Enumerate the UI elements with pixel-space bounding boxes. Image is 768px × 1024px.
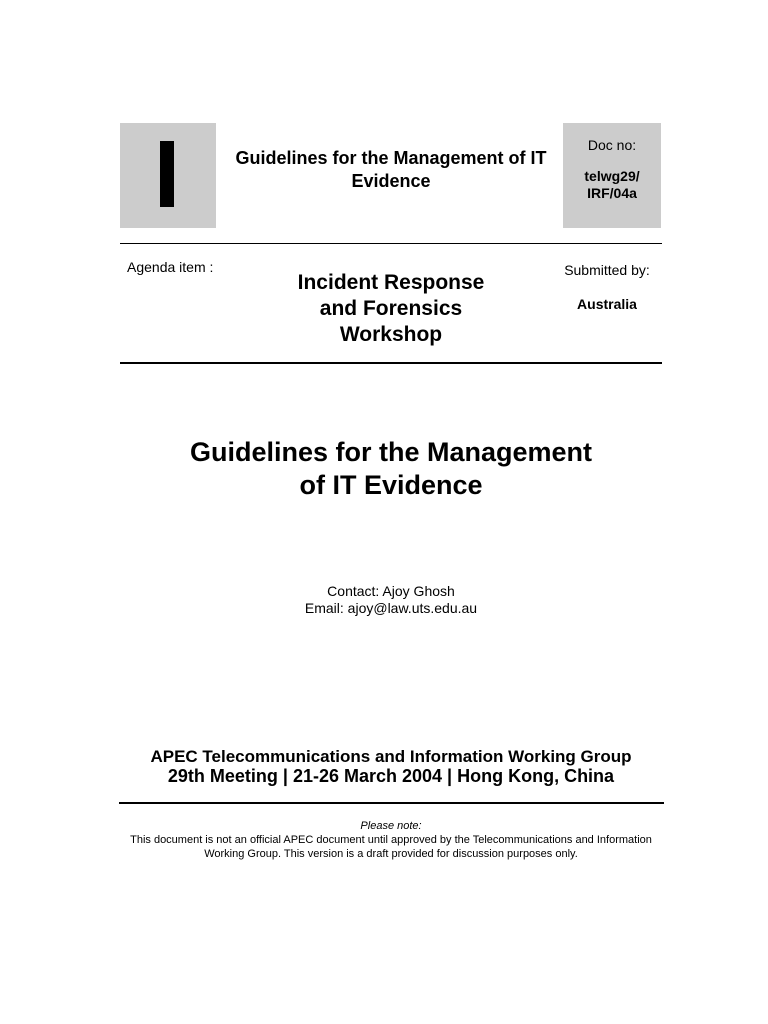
doc-number-line2: IRF/04a: [587, 185, 637, 201]
header-divider: [120, 243, 662, 244]
note-heading: Please note:: [360, 820, 422, 832]
note-line1: This document is not an official APEC document until approved by the Telecommunications and Information: [130, 834, 652, 846]
footer-divider: [119, 802, 664, 804]
doc-number-label: Doc no:: [587, 137, 637, 153]
header-title-text: Guidelines for the Management of IT Evidence: [235, 148, 547, 191]
workshop-title: [270, 270, 512, 348]
contact-block: [120, 583, 662, 617]
agenda-item-label: Agenda item :: [127, 259, 214, 275]
logo-letter-i: [160, 141, 174, 207]
contact-name: Contact: Ajoy Ghosh: [327, 583, 455, 599]
doc-number-box: [563, 123, 661, 228]
agenda-divider: [120, 362, 662, 364]
document-title-line1: Guidelines for the Management: [189, 437, 593, 467]
document-title: [120, 436, 662, 502]
working-group-name: APEC Telecommunications and Information Working Group: [150, 747, 632, 766]
doc-number-value: [563, 168, 661, 202]
meeting-details: 29th Meeting | 21-26 March 2004 | Hong Kong, China: [167, 766, 615, 786]
submitted-by-value: Australia: [577, 296, 637, 312]
workshop-title-line2: and Forensics: [319, 297, 463, 320]
note-body: [118, 833, 664, 861]
document-title-line2: of IT Evidence: [299, 470, 483, 500]
header-title: [222, 147, 560, 193]
workshop-title-line1: Incident Response: [297, 271, 485, 294]
submitted-by-label: Submitted by:: [564, 262, 650, 278]
doc-number-line1: telwg29/: [584, 168, 640, 184]
workshop-title-line3: Workshop: [339, 323, 443, 346]
note-line2: Working Group. This version is a draft provided for discussion purposes only.: [204, 848, 578, 860]
contact-email: Email: ajoy@law.uts.edu.au: [304, 600, 478, 616]
